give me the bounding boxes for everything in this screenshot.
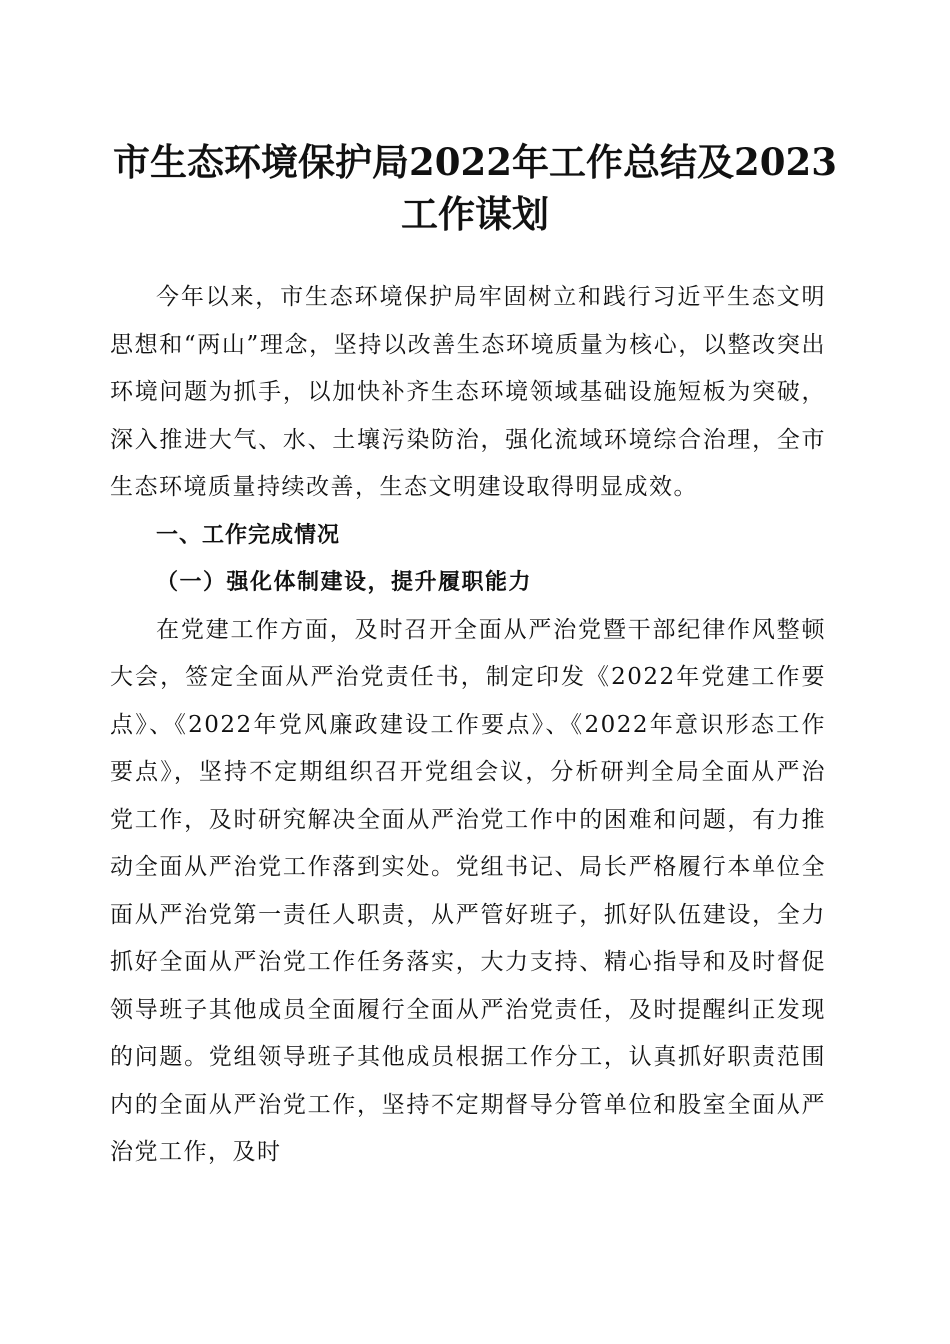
body-paragraph: 在党建工作方面，及时召开全面从严治党暨干部纪律作风整顿大会，签定全面从严治党责任书，制定印发《2022年党建工作要点》、《2022年党风廉政建设工作要点》、《2022年意识形态工作要点》，坚持不定期组织召开党组会议，分析研判全局全面从严治党工作，及时研究解决全面从严治党工作中的困难和问题，有力推动全面从严治党工作落到实处。党组书记、局长严格履行本单位全面从严治党第一责任人职责，从严管好班子，抓好队伍建设，全力抓好全面从严治党工作任务落实，大力支持、精心指导和及时督促领导班子其他成员全面履行全面从严治党责任，及时提醒纠正发现的问题。党组领导班子其他成员根据工作分工，认真抓好职责范围内的全面从严治党工作，坚持不定期督导分管单位和股室全面从严治党工作，及时 — [110, 616, 826, 1165]
section-heading: 一、工作完成情况 — [156, 522, 341, 548]
document-body — [110, 274, 826, 1177]
intro-paragraph: 今年以来，市生态环境保护局牢固树立和践行习近平生态文明思想和“两山”理念，坚持以改善生态环境质量为核心，以整改突出环境问题为抓手，以加快补齐生态环境领域基础设施短板为突破，深入推进大气、水、土壤污染防治，强化流域环境综合治理，全市生态环境质量持续改善，生态文明建设取得明显成效。 — [110, 284, 826, 500]
document-title: 市生态环境保护局2022年工作总结及2023工作谋划 — [113, 140, 837, 236]
subsection-heading: （一）强化体制建设，提升履职能力 — [156, 569, 533, 595]
